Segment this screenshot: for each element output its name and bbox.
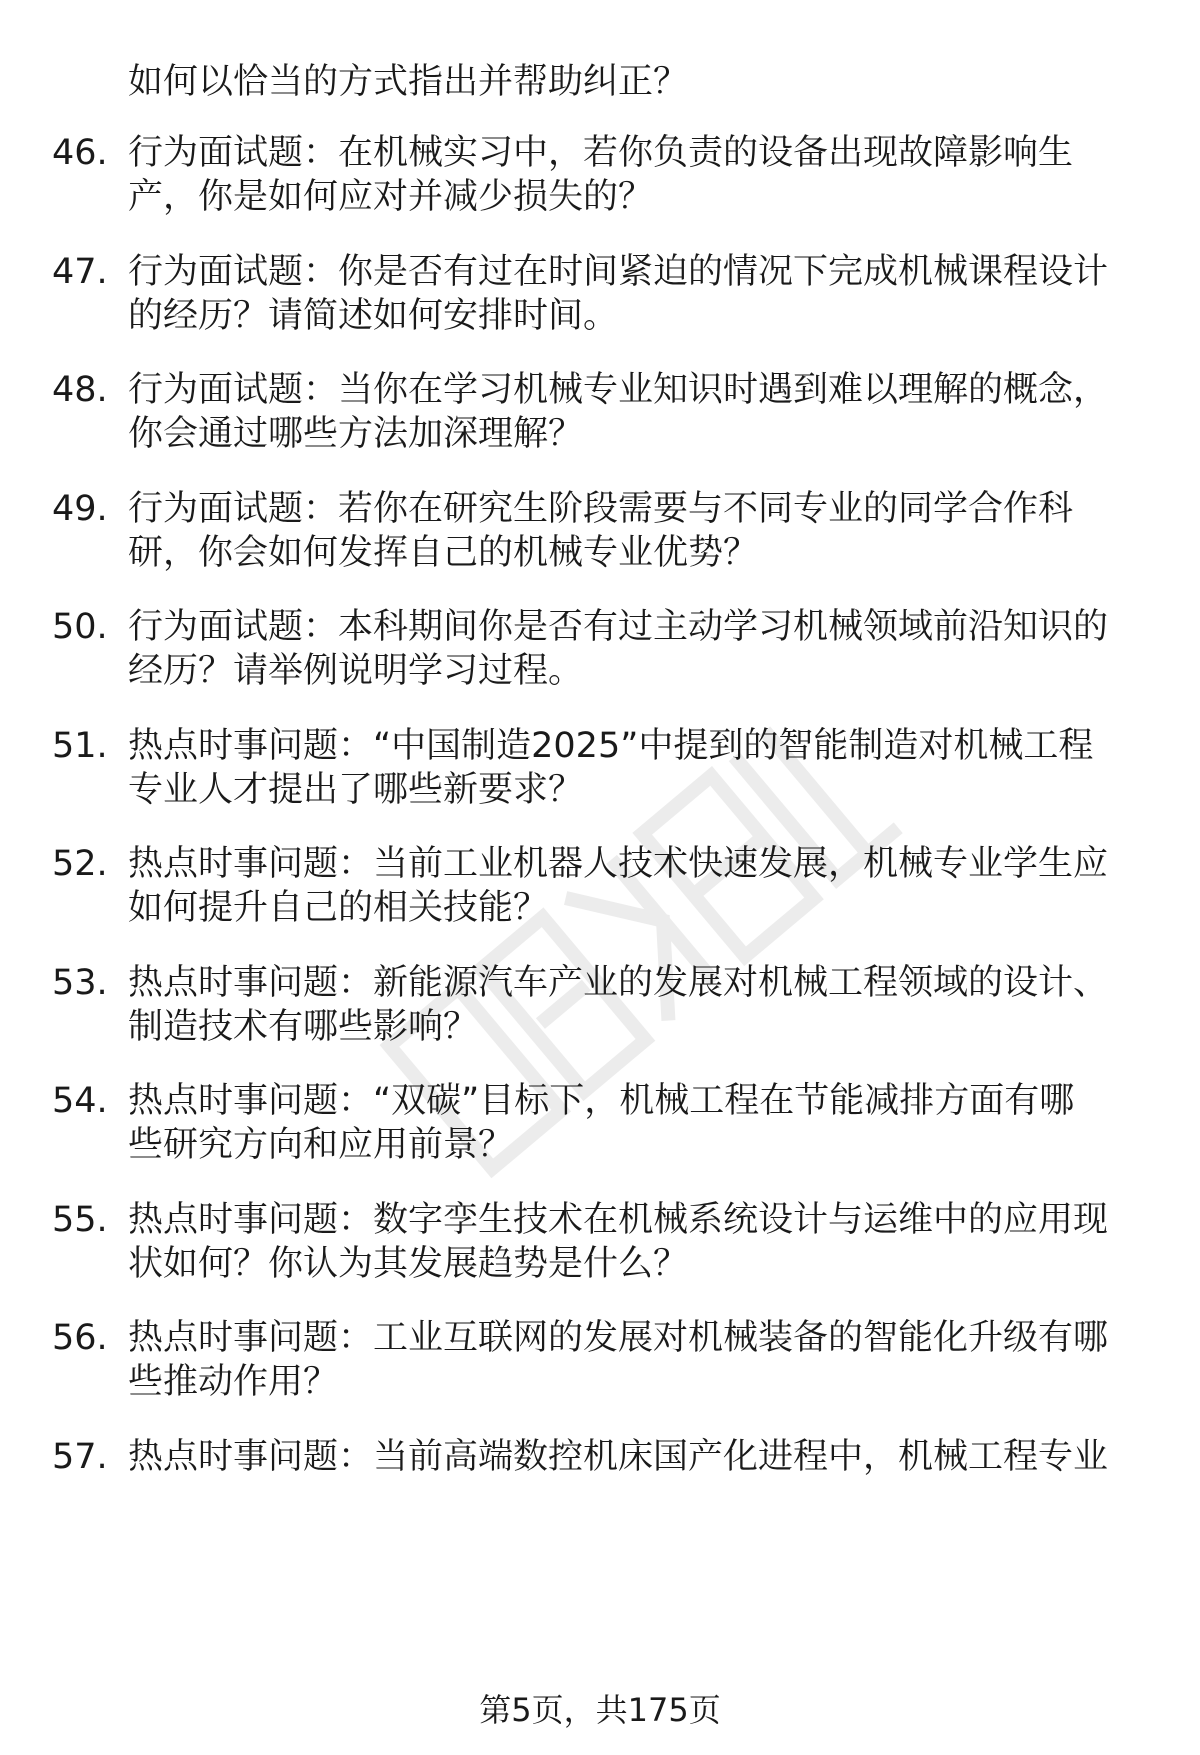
question-text-line: 你会通过哪些方法加深理解？ [128, 414, 584, 454]
question-text-line: 行为面试题：你是否有过在时间紧迫的情况下完成机械课程设计 [128, 252, 1109, 292]
question-text-line: 行为面试题：本科期间你是否有过主动学习机械领域前沿知识的 [128, 607, 1109, 647]
question-text [128, 131, 1158, 219]
question-number: 46. [52, 133, 108, 173]
continuation-line: 如何以恰当的方式指出并帮助纠正？ [128, 62, 689, 102]
question-text [128, 487, 1158, 575]
question-number: 49. [52, 489, 108, 529]
question-number: 51. [52, 726, 108, 766]
question-number: 52. [52, 844, 108, 884]
question-text-line: 些研究方向和应用前景？ [128, 1125, 514, 1165]
question-number: 54. [52, 1081, 108, 1121]
question-text [128, 961, 1158, 1049]
question-number: 57. [52, 1437, 108, 1477]
question-text-line: 研，你会如何发挥自己的机械专业优势？ [128, 533, 759, 573]
question-text [128, 1316, 1158, 1404]
question-text-line: 经历？请举例说明学习过程。 [128, 651, 584, 691]
question-text-line: 制造技术有哪些影响？ [128, 1007, 479, 1047]
question-text [128, 250, 1158, 338]
question-number: 55. [52, 1200, 108, 1240]
question-text-line: 热点时事问题：工业互联网的发展对机械装备的智能化升级有哪 [128, 1318, 1109, 1358]
question-text-line: 热点时事问题：新能源汽车产业的发展对机械工程领域的设计、 [128, 963, 1109, 1003]
question-text [128, 368, 1158, 456]
question-text-line: 行为面试题：当你在学习机械专业知识时遇到难以理解的概念， [128, 370, 1109, 410]
question-text-line: 行为面试题：若你在研究生阶段需要与不同专业的同学合作科 [128, 489, 1074, 529]
page-footer: 第5页，共175页 [479, 1691, 721, 1729]
question-text [128, 724, 1158, 812]
question-text-line: 如何提升自己的相关技能？ [128, 888, 549, 928]
question-text [128, 1198, 1158, 1286]
question-text-line: 热点时事问题：“中国制造2025”中提到的智能制造对机械工程 [128, 726, 1094, 766]
question-number: 56. [52, 1318, 108, 1358]
question-number: 47. [52, 252, 108, 292]
question-text [128, 605, 1158, 693]
question-number: 53. [52, 963, 108, 1003]
question-text-line: 状如何？你认为其发展趋势是什么？ [128, 1244, 689, 1284]
question-text [128, 1435, 1158, 1479]
question-text [128, 1079, 1158, 1167]
question-number: 50. [52, 607, 108, 647]
question-text-line: 热点时事问题：当前高端数控机床国产化进程中，机械工程专业 [128, 1437, 1109, 1477]
question-number: 48. [52, 370, 108, 410]
question-text-line: 的经历？请简述如何安排时间。 [128, 296, 619, 336]
question-text-line: 些推动作用？ [128, 1362, 339, 1402]
question-text-line: 行为面试题：在机械实习中，若你负责的设备出现故障影响生 [128, 133, 1074, 173]
question-text-line: 专业人才提出了哪些新要求？ [128, 770, 584, 810]
question-text-line: 热点时事问题：当前工业机器人技术快速发展，机械专业学生应 [128, 844, 1109, 884]
question-text-line: 产，你是如何应对并减少损失的？ [128, 177, 654, 217]
question-text [128, 842, 1158, 930]
question-text-line: 热点时事问题：数字孪生技术在机械系统设计与运维中的应用现 [128, 1200, 1109, 1240]
question-text-line: 热点时事问题：“双碳”目标下，机械工程在节能减排方面有哪 [128, 1081, 1075, 1121]
